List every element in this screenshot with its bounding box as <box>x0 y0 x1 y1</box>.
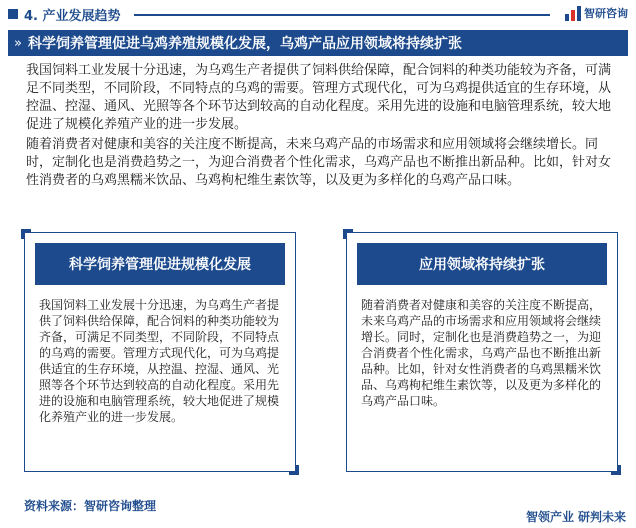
footer-slogan <box>526 508 626 525</box>
source-note: 资料来源：智研咨询整理 <box>24 499 157 513</box>
top-bar <box>0 0 636 28</box>
section-title: 4. 产业发展趋势 <box>24 9 121 24</box>
corner-decoration <box>21 229 31 239</box>
brand-name: 智研咨询 <box>584 7 628 20</box>
slogan-left: 智领产业 <box>525 510 574 524</box>
panel-title: 应用领域将持续扩张 <box>419 257 545 273</box>
slogan-right: 研判未来 <box>577 510 626 524</box>
corner-decoration <box>343 229 353 239</box>
panel-header <box>357 243 607 285</box>
header-divider <box>134 14 550 16</box>
panel-header <box>35 243 285 285</box>
paragraph-feed-management: 我国饲料工业发展十分迅速，为乌鸡生产者提供了饲料供给保障，配合饲料的种类功能较为齐备，可满足不同类型，不同阶段，不同特点的乌鸡的需要。管理方式现代化，可为乌鸡提供适宜的生存环境，从控温、控湿、通风、光照等各个环节达到较高的自动化程度。采用先进的设施和电脑管理系统，较大地促进了规模化养殖产业的进一步发展。 <box>26 63 612 132</box>
brand-logo <box>565 5 628 21</box>
section-marker <box>8 9 18 19</box>
paragraph-consumer-demand: 随着消费者对健康和美容的关注度不断提高，未来乌鸡产品的市场需求和应用领域将会继续增长。同时，定制化也是消费趋势之一，为迎合消费者个性化需求，乌鸡产品也不断推出新品种。比如，针对女性消费者的乌鸡黑糯米饮品、乌鸡枸杞维生素饮等，以及更为多样化的乌鸡产品口味。 <box>26 137 612 188</box>
corner-decoration <box>289 465 299 475</box>
double-chevron-icon: » <box>14 35 22 51</box>
headline-text: 科学饲养管理促进乌鸡养殖规模化发展，乌鸡产品应用领域将持续扩张 <box>27 36 462 52</box>
panel-body: 随着消费者对健康和美容的关注度不断提高，未来乌鸡产品的市场需求和应用领域将会继续增长。同时，定制化也是消费趋势之一，为迎合消费者个性化需求，乌鸡产品也不断推出新品种。比如，针对女性消费者的乌鸡黑糯米饮品、乌鸡枸杞维生素饮等，以及更为多样化的乌鸡产品口味。 <box>361 298 602 408</box>
headline-banner <box>8 30 628 56</box>
panel-scientific-feeding <box>24 232 296 472</box>
panel-body: 我国饲料工业发展十分迅速，为乌鸡生产者提供了饲料供给保障，配合饲料的种类功能较为齐备，可满足不同类型，不同阶段，不同特点的乌鸡的需要。管理方式现代化，可为乌鸡提供适宜的生存环境，从控温、控湿、通风、光照等各个环节达到较高的自动化程度。采用先进的设施和电脑管理系统，较大地促进了规模化养殖产业的进一步发展。 <box>39 298 280 424</box>
panel-title: 科学饲养管理促进规模化发展 <box>69 257 251 273</box>
corner-decoration <box>611 465 621 475</box>
panel-application-expansion <box>346 232 618 472</box>
bar-chart-logo-icon <box>565 5 581 21</box>
